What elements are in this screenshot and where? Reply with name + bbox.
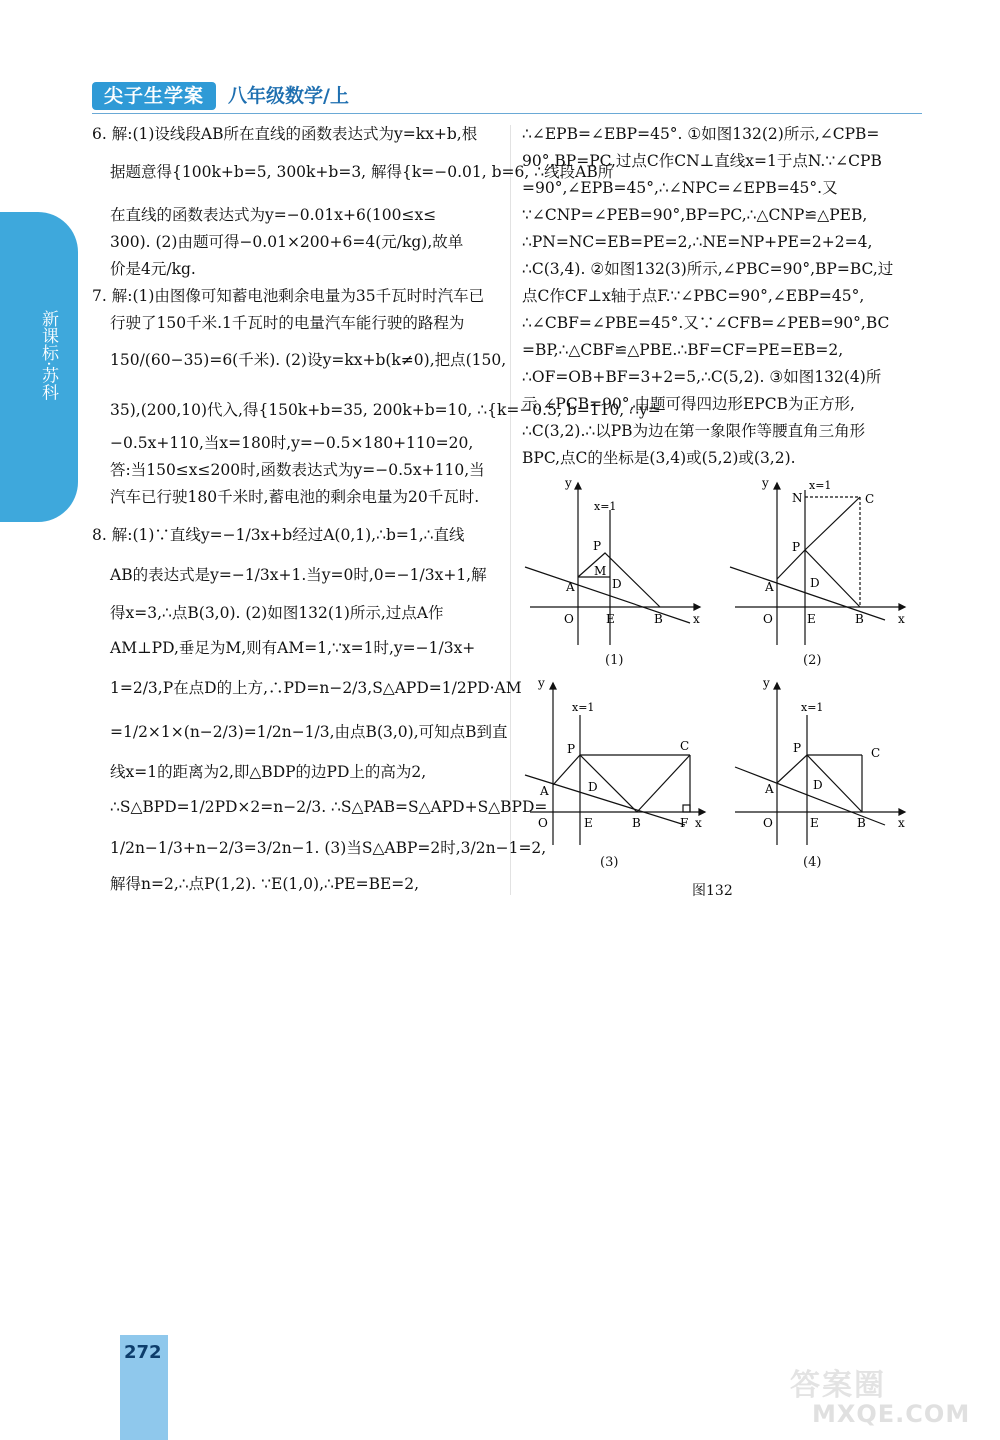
x-axis-label: x [898,612,905,626]
brand-badge: 尖子生学案 [92,82,216,110]
point-label: E [584,816,593,830]
text-line: =BP,∴△CBF≌△PBE.∴BF=CF=PE=EB=2, [522,341,844,359]
x-axis-label: x [898,816,905,830]
point-label: P [793,741,802,755]
point-label: A [765,580,774,594]
y-axis-label: y [763,676,770,690]
point-label: A [765,782,774,796]
text-line: 行驶了150千米.1千瓦时的电量汽车能行驶的路程为 [110,314,465,332]
watermark-url: MXQE.COM [812,1400,971,1428]
text-line: AB的表达式是y=−1/3x+1.当y=0时,0=−1/3x+1,解 [110,566,487,584]
point-label: B [857,816,866,830]
x-axis-label: x [693,612,700,626]
panel-caption: (2) [803,653,822,668]
y-axis-label: y [538,676,545,690]
line-label: x=1 [801,701,824,714]
text-line: =90°,∠EPB=45°,∴∠NPC=∠EPB=45°.又 [522,179,838,197]
text-line: ∴C(3,2).∴以PB为边在第一象限作等腰直角三角形 [522,422,866,440]
text-line: 价是4元/kg. [110,260,196,278]
text-line: ∴∠CBF=∠PBE=45°.又∵∠CFB=∠PEB=90°,BC [522,314,890,332]
point-label: M [594,564,607,578]
x-axis-label: x [695,816,702,830]
watermark-logo: 答案圈 [790,1368,886,1403]
point-label: P [567,742,576,756]
point-label: D [588,780,598,794]
point-label: P [593,539,602,553]
text-line: 35),(200,10)代入,得{150k+b=35, 200k+b=10, ∴{k=−0.5, b=110, ∴y= [110,401,661,419]
header-rule [92,113,922,114]
side-tab-label: 新课标·苏科 [38,310,58,401]
column-divider [510,125,511,895]
page-number: 272 [124,1342,162,1363]
line-label: x=1 [809,479,832,492]
text-line: ∴PN=NC=EB=PE=2,∴NE=NP+PE=2+2=4, [522,233,873,251]
text-line: 90°,BP=PC,过点C作CN⊥直线x=1于点N.∵∠CPB [522,152,882,170]
point-label: D [813,778,823,792]
point-label: C [680,739,690,753]
point-label: B [654,612,663,626]
text-line: 线x=1的距离为2,即△BDP的边PD上的高为2, [110,763,427,781]
point-label: D [810,576,820,590]
text-line: 8. 解:(1)∵直线y=−1/3x+b经过A(0,1),∴b=1,∴直线 [92,526,465,544]
panel-caption: (3) [600,855,619,870]
text-line: 点C作CF⊥x轴于点F.∵∠PBC=90°,∠EBP=45°, [522,287,865,305]
text-line: ∴OF=OB+BF=3+2=5,∴C(5,2). ③如图132(4)所 [522,368,882,386]
point-label: D [612,577,622,591]
text-line: AM⊥PD,垂足为M,则有AM=1,∵x=1时,y=−1/3x+ [110,639,476,657]
text-line: 汽车已行驶180千米时,蓄电池的剩余电量为20千瓦时. [110,488,480,506]
point-label: E [810,816,819,830]
figure-panel-2 [725,475,915,655]
text-line: ∴S△BPD=1/2PD×2=n−2/3. ∴S△PAB=S△APD+S△BPD= [110,798,548,816]
figure-caption: 图132 [692,883,733,899]
figure-panel-4 [725,675,915,855]
point-label: O [538,816,548,830]
panel-caption: (1) [605,653,624,668]
book-grade-title: 八年级数学/上 [228,85,349,107]
point-label: F [680,816,689,830]
figure-panel-1 [520,475,710,655]
text-line: =1/2×1×(n−2/3)=1/2n−1/3,由点B(3,0),可知点B到直 [110,723,508,741]
point-label: N [792,491,803,505]
point-label: E [807,612,816,626]
text-line: ∵∠CNP=∠PEB=90°,BP=PC,∴△CNP≌△PEB, [522,206,868,224]
text-line: −0.5x+110,当x=180时,y=−0.5×180+110=20, [110,434,474,452]
text-line: 1=2/3,P在点D的上方,∴PD=n−2/3,S△APD=1/2PD·AM [110,679,522,697]
point-label: C [871,746,881,760]
text-line: 在直线的函数表达式为y=−0.01x+6(100≤x≤ [110,206,437,224]
text-line: 150/(60−35)=6(千米). (2)设y=kx+b(k≠0),把点(150, [110,351,507,369]
y-axis-label: y [565,476,572,490]
text-line: 得x=3,∴点B(3,0). (2)如图132(1)所示,过点A作 [110,604,444,622]
text-line: 解得n=2,∴点P(1,2). ∵E(1,0),∴PE=BE=2, [110,875,420,893]
line-label: x=1 [594,500,617,513]
figure-panel-3 [520,675,710,855]
point-label: A [540,784,549,798]
line-label: x=1 [572,701,595,714]
point-label: E [606,612,615,626]
point-label: P [792,540,801,554]
point-label: O [763,612,773,626]
text-line: 据题意得{100k+b=5, 300k+b=3, 解得{k=−0.01, b=6, ∴线段AB所 [110,163,614,181]
text-line: ∴C(3,4). ②如图132(3)所示,∠PBC=90°,BP=BC,过 [522,260,894,278]
point-label: C [865,492,875,506]
point-label: O [763,816,773,830]
text-line: 答:当150≤x≤200时,函数表达式为y=−0.5x+110,当 [110,461,485,479]
point-label: B [632,816,641,830]
text-line: 300). (2)由题可得−0.01×200+6=4(元/kg),故单 [110,233,464,251]
point-label: B [855,612,864,626]
text-line: BPC,点C的坐标是(3,4)或(5,2)或(3,2). [522,449,796,467]
panel-caption: (4) [803,855,822,870]
text-line: 6. 解:(1)设线段AB所在直线的函数表达式为y=kx+b,根 [92,125,478,143]
text-line: 7. 解:(1)由图像可知蓄电池剩余电量为35千瓦时时汽车已 [92,287,485,305]
text-line: 示,∠PCB=90°,由题可得四边形EPCB为正方形, [522,395,855,413]
y-axis-label: y [762,476,769,490]
text-line: ∴∠EPB=∠EBP=45°. ①如图132(2)所示,∠CPB= [522,125,880,143]
text-line: 1/2n−1/3+n−2/3=3/2n−1. (3)当S△ABP=2时,3/2n−1=2, [110,839,547,857]
point-label: A [566,580,575,594]
point-label: O [564,612,574,626]
